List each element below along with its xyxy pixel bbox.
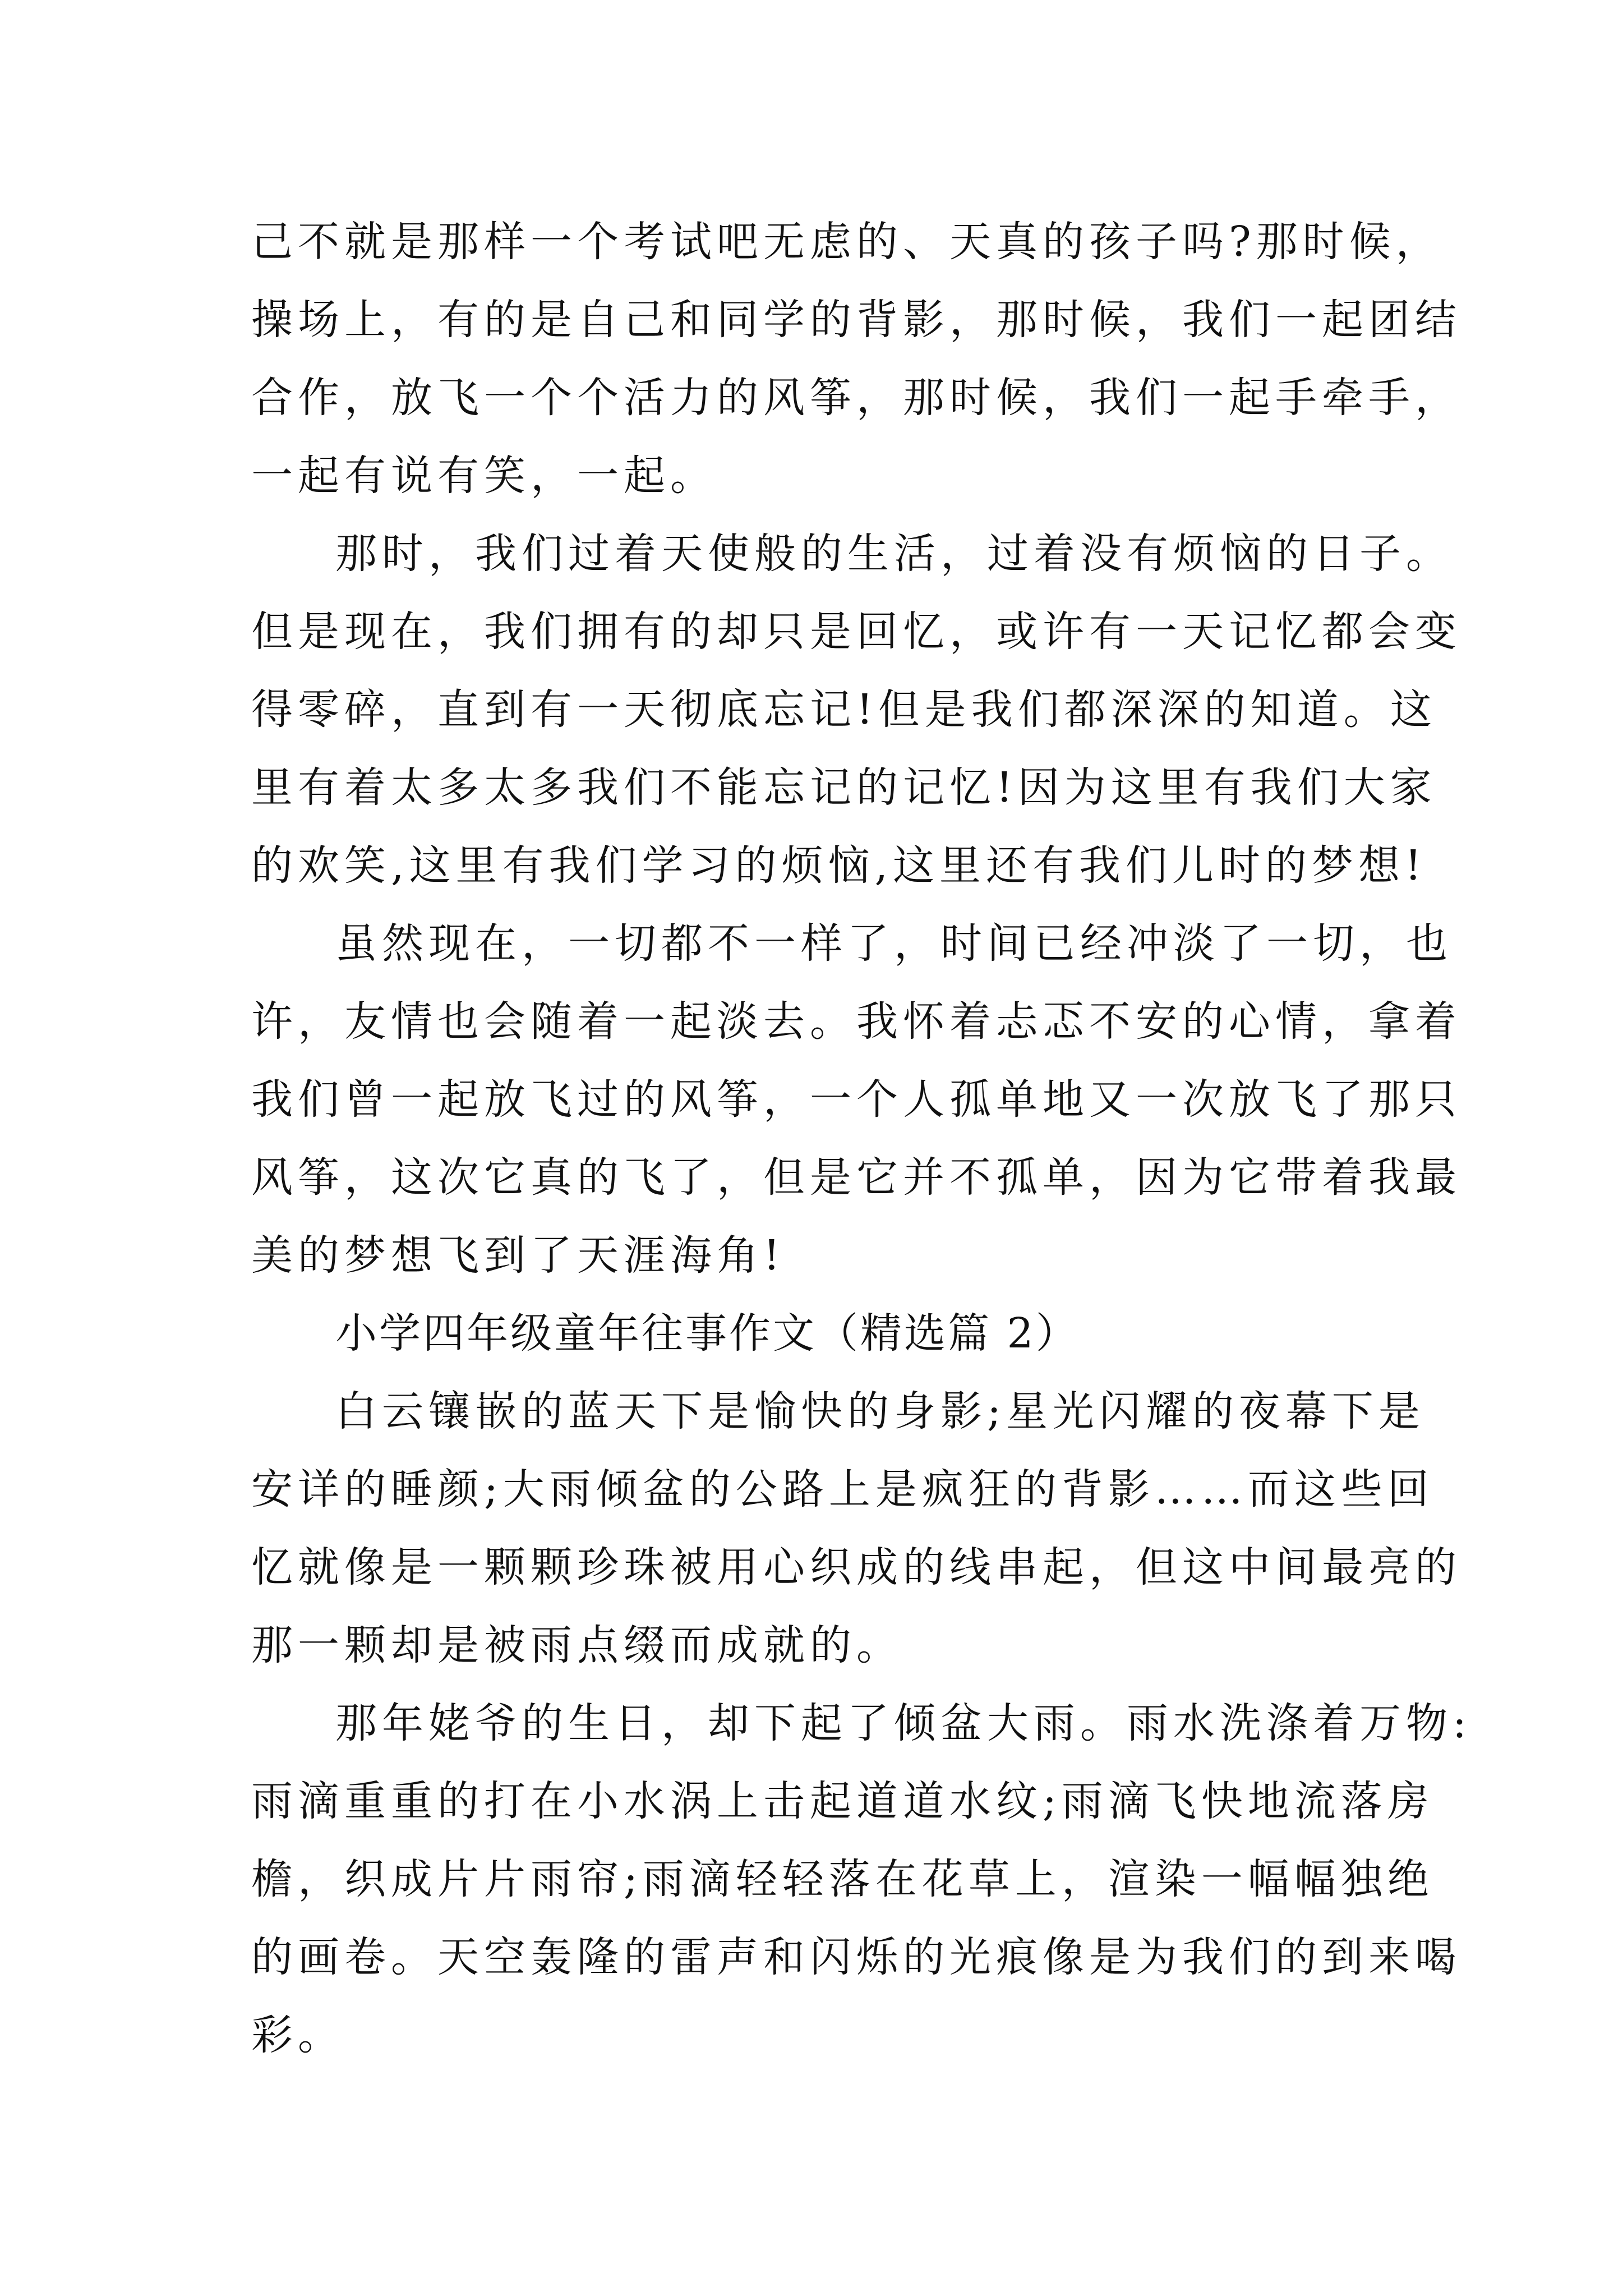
text-line: 一起有说有笑，一起。 (251, 452, 717, 500)
text-line: 但是现在，我们拥有的却只是回忆，或许有一天记忆都会变 (251, 608, 1461, 656)
text-line: 那一颗却是被雨点缀而成就的。 (251, 1621, 903, 1669)
text-line: 美的梦想飞到了天涯海角! (251, 1231, 785, 1280)
paragraph-start-line: 那时，我们过着天使般的生活，过着没有烦恼的日子。 (335, 530, 1453, 578)
text-line: 的欢笑,这里有我们学习的烦恼,这里还有我们儿时的梦想! (251, 841, 1427, 890)
document-body (251, 203, 1472, 2074)
text-line: 彩。 (251, 2011, 344, 2059)
text-line: 我们曾一起放飞过的风筝，一个人孤单地又一次放飞了那只 (251, 1075, 1461, 1124)
text-line: 安详的睡颜;大雨倾盆的公路上是疯狂的背影……而这些回 (251, 1465, 1434, 1513)
text-line: 许，友情也会随着一起淡去。我怀着忐忑不安的心情，拿着 (251, 997, 1461, 1046)
paragraph-start-line: 虽然现在，一切都不一样了，时间已经冲淡了一切，也 (335, 919, 1453, 968)
text-line: 的画卷。天空轰隆的雷声和闪烁的光痕像是为我们的到来喝 (251, 1933, 1461, 1981)
text-line: 得零碎，直到有一天彻底忘记!但是我们都深深的知道。这 (251, 685, 1437, 734)
text-line: 忆就像是一颗颗珍珠被用心织成的线串起，但这中间最亮的 (251, 1543, 1461, 1591)
text-line: 己不就是那样一个考试吧无虑的、天真的孩子吗?那时候， (251, 218, 1442, 266)
paragraph-start-line: 白云镶嵌的蓝天下是愉快的身影;星光闪耀的夜幕下是 (335, 1387, 1425, 1435)
text-line: 里有着太多太多我们不能忘记的记忆!因为这里有我们大家 (251, 763, 1437, 812)
text-line: 操场上，有的是自己和同学的背影，那时候，我们一起团结 (251, 296, 1461, 344)
text-line: 风筝，这次它真的飞了，但是它并不孤单，因为它带着我最 (251, 1153, 1461, 1202)
text-line: 雨滴重重的打在小水涡上击起道道水纹;雨滴飞快地流落房 (251, 1777, 1434, 1825)
section-heading: 小学四年级童年往事作文（精选篇 2） (335, 1309, 1080, 1358)
text-line: 檐，织成片片雨帘;雨滴轻轻落在花草上，渲染一幅幅独绝 (251, 1855, 1434, 1903)
text-line: 合作，放飞一个个活力的风筝，那时候，我们一起手牵手， (251, 374, 1461, 422)
paragraph-start-line: 那年姥爷的生日，却下起了倾盆大雨。雨水洗涤着万物: (335, 1699, 1472, 1747)
